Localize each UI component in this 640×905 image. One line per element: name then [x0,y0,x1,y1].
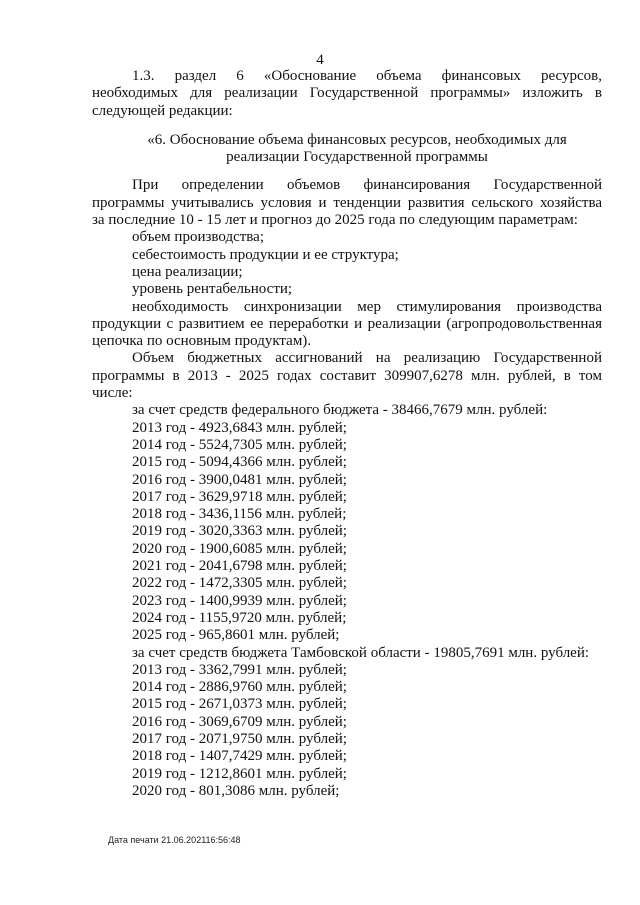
list-item: 2016 год - 3900,0481 млн. рублей; [132,471,347,488]
list-item: 2024 год - 1155,9720 млн. рублей; [132,609,347,626]
list-item: 2020 год - 801,3086 млн. рублей; [132,782,340,799]
paragraph-line: программы учитывались условия и тенденции развития сельского хозяйства [92,194,602,211]
list-item: 2015 год - 5094,4366 млн. рублей; [132,454,347,471]
list-item: 2013 год - 3362,7991 млн. рублей; [132,661,347,678]
paragraph-line: цепочка по основным продуктам). [92,333,312,350]
paragraph-line: за последние 10 - 15 лет и прогноз до 2025 года по следующим параметрам: [92,212,578,229]
heading-line: «6. Обоснование объема финансовых ресурсов, необходимых для [147,131,567,148]
regional-budget-title: за счет средств бюджета Тамбовской области - 19805,7691 млн. рублей: [132,644,590,661]
section-item-line: следующей редакции: [92,102,233,119]
print-date-footer: Дата печати 21.06.202116:56:48 [108,835,241,845]
document-body [92,68,602,800]
list-item: 2014 год - 2886,9760 млн. рублей; [132,679,347,696]
paragraph-line: При определении объемов финансирования Государственной [132,177,602,194]
list-item: цена реализации; [132,263,243,280]
section-item-1-3 [92,68,602,85]
paragraph-determination [92,177,602,229]
list-item: 2013 год - 4923,6843 млн. рублей; [132,419,347,436]
paragraph-line: необходимость синхронизации мер стимулирования производства [132,298,602,315]
paragraph-line: числе: [92,385,133,402]
paragraph-synchronization [92,299,602,351]
list-item: 2019 год - 3020,3363 млн. рублей; [132,523,347,540]
list-item: 2021 год - 2041,6798 млн. рублей; [132,558,347,575]
list-item: 2015 год - 2671,0373 млн. рублей; [132,696,347,713]
list-item: 2019 год - 1212,8601 млн. рублей; [132,765,347,782]
section-item-line: необходимых для реализации Государственной программы» изложить в [92,85,602,102]
paragraph-line: программы в 2013 - 2025 годах составит 309907,6278 млн. рублей, в том [92,367,602,384]
list-item: 2023 год - 1400,9939 млн. рублей; [132,592,347,609]
paragraph-line: Объем бюджетных ассигнований на реализацию Государственной [132,350,602,367]
regional-budget-section [92,645,602,801]
list-item: 2018 год - 1407,7429 млн. рублей; [132,748,347,765]
list-item: 2022 год - 1472,3305 млн. рублей; [132,575,347,592]
list-item: 2014 год - 5524,7305 млн. рублей; [132,436,347,453]
paragraph-line: продукции с развитием ее переработки и реализации (агропродовольственная [92,315,602,332]
list-item: 2018 год - 3436,1156 млн. рублей; [132,506,347,523]
federal-budget-title: за счет средств федерального бюджета - 38466,7679 млн. рублей: [132,402,548,419]
federal-budget-section [92,402,602,644]
list-item: 2017 год - 2071,9750 млн. рублей; [132,730,347,747]
list-item: 2017 год - 3629,9718 млн. рублей; [132,488,347,505]
list-item: 2016 год - 3069,6709 млн. рублей; [132,713,347,730]
list-item: объем производства; [132,229,264,246]
heading-line: реализации Государственной программы [226,149,488,166]
section-heading [92,132,602,167]
paragraph-budget-volume [92,350,602,402]
list-item: 2020 год - 1900,6085 млн. рублей; [132,540,347,557]
list-item: 2025 год - 965,8601 млн. рублей; [132,627,340,644]
list-item: себестоимость продукции и ее структура; [132,246,399,263]
page-number: 4 [316,52,324,68]
parameters-list [92,229,602,298]
list-item: уровень рентабельности; [132,281,293,298]
section-item-line: 1.3. раздел 6 «Обоснование объема финансовых ресурсов, [132,68,602,84]
